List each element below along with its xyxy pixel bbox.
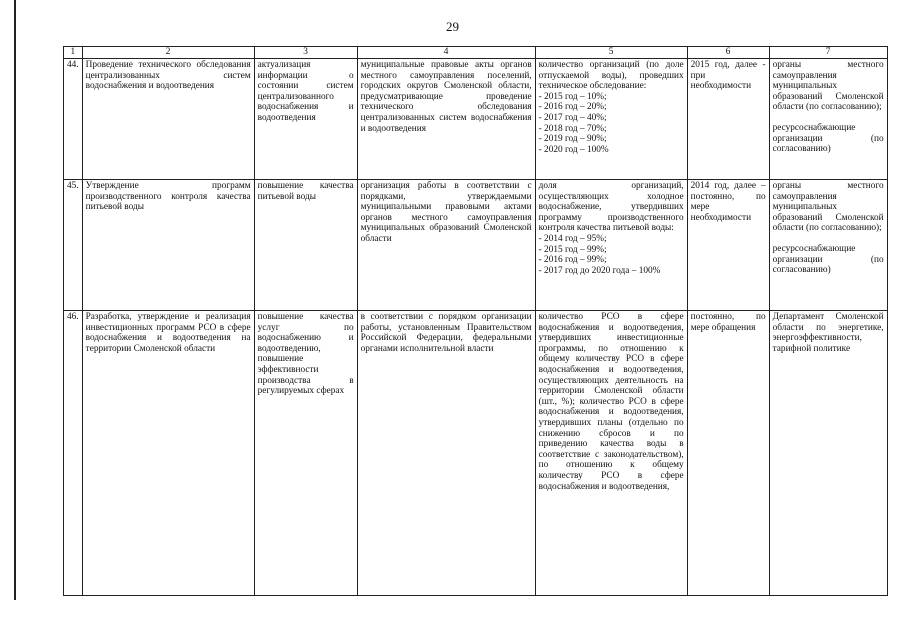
responsible-secondary: ресурсоснабжающие организации (по согласованию) [772, 243, 884, 276]
indicator-paragraph: количество РСО в сфере водоснабжения и водоотведения, утвердивших планы (отдельно по снижению сбросов и по приведению качества воды в соответствие с законодательством), по отношению к общему количеству РСО в сфере водоснабжения и водоотведения, [538, 396, 684, 492]
page-number: 29 [446, 19, 459, 34]
indicator-item: - 2020 год – 100% [538, 144, 609, 155]
measure-mechanism: муниципальные правовые акты органов местного самоуправления поселений, городских округов Смоленской области, предусматривающие проведение технического обследования централизованных систем водоснабжения и водоотведения [357, 59, 535, 180]
measure-name: Разработка, утверждение и реализация инвестиционных программ РСО в сфере водоснабжения и водоотведения на территории Смоленской области [82, 311, 254, 596]
indicator-item: - 2014 год – 95%; [538, 233, 607, 244]
col-header-7: 7 [769, 47, 887, 59]
indicator-paragraph: количество РСО в сфере водоснабжения и водоотведения, утвердивших инвестиционные программы, по отношению к общему количеству РСО в сфере водоснабжения и водоотведения, осуществляющих деятельность на территории Смоленской области (шт., %); [538, 312, 684, 407]
table-row-44 [64, 59, 888, 180]
measure-mechanism: в соответствии с порядком организации работы, установленным Правительством Российской Федерации, федеральными органами исполнительной власти [357, 311, 535, 596]
measure-mechanism: организация работы в соответствии с порядками, утверждаемыми муниципальными правовыми актами органов местного самоуправления муниципальных образований Смоленской области [357, 180, 535, 311]
row-number: 44. [64, 59, 83, 180]
measure-goal: актуализация информации о состоянии систем централизованного водоснабжения и водоотведения [254, 59, 357, 180]
measure-deadline: постоянно, по мере обращения [687, 311, 769, 596]
col-header-6: 6 [687, 47, 769, 59]
header-row [64, 47, 888, 59]
measure-deadline: 2014 год, далее – постоянно, по мере необходимости [687, 180, 769, 311]
binding-line [14, 0, 16, 600]
table-row-45 [64, 180, 888, 311]
col-header-2: 2 [82, 47, 254, 59]
col-header-1: 1 [64, 47, 83, 59]
indicator-item: - 2015 год – 99%; [538, 244, 607, 255]
responsible-primary: органы местного самоуправления муниципальных образований Смоленской области (по согласованию); [772, 60, 884, 113]
indicator-item: - 2017 год – 40%; [538, 112, 607, 123]
measure-goal: повышение качества услуг по водоснабжению и водоотведению, повышение эффективности производства в регулируемых сферах [254, 311, 357, 596]
col-header-5: 5 [535, 47, 687, 59]
measure-deadline: 2015 год, далее - при необходимости [687, 59, 769, 180]
measure-name: Проведение технического обследования централизованных систем водоснабжения и водоотведения [82, 59, 254, 180]
responsible-secondary: ресурсоснабжающие организации (по согласованию) [772, 122, 884, 155]
measure-indicator [535, 59, 687, 180]
indicator-intro: количество организаций (по доле отпускаемой воды), проведших техническое обследование: [538, 60, 684, 92]
measure-indicator [535, 180, 687, 311]
measure-name: Утверждение программ производственного контроля качества питьевой воды [82, 180, 254, 311]
measures-table [63, 46, 888, 596]
table-row-46 [64, 311, 888, 596]
measure-goal: повышение качества питьевой воды [254, 180, 357, 311]
col-header-4: 4 [357, 47, 535, 59]
indicator-item: - 2018 год – 70%; [538, 123, 607, 134]
col-header-3: 3 [254, 47, 357, 59]
indicator-item: - 2016 год – 99%; [538, 255, 607, 266]
measure-responsible [769, 180, 887, 311]
indicator-item: - 2017 год до 2020 года – 100% [538, 265, 661, 276]
indicator-item: - 2016 год – 20%; [538, 102, 607, 113]
responsible-primary: органы местного самоуправления муниципальных образований Смоленской области (по согласованию); [772, 181, 884, 234]
measure-responsible [769, 59, 887, 180]
measure-indicator [535, 311, 687, 596]
indicator-item: - 2015 год – 10%; [538, 91, 607, 102]
row-number: 45. [64, 180, 83, 311]
row-number: 46. [64, 311, 83, 596]
measure-responsible: Департамент Смоленской области по энергетике, энергоэффективности, тарифной политике [769, 311, 887, 596]
indicator-intro: доля организаций, осуществляющих холодное водоснабжение, утвердивших программу производственного контроля качества питьевой воды: [538, 181, 684, 234]
indicator-item: - 2019 год – 90%; [538, 134, 607, 145]
